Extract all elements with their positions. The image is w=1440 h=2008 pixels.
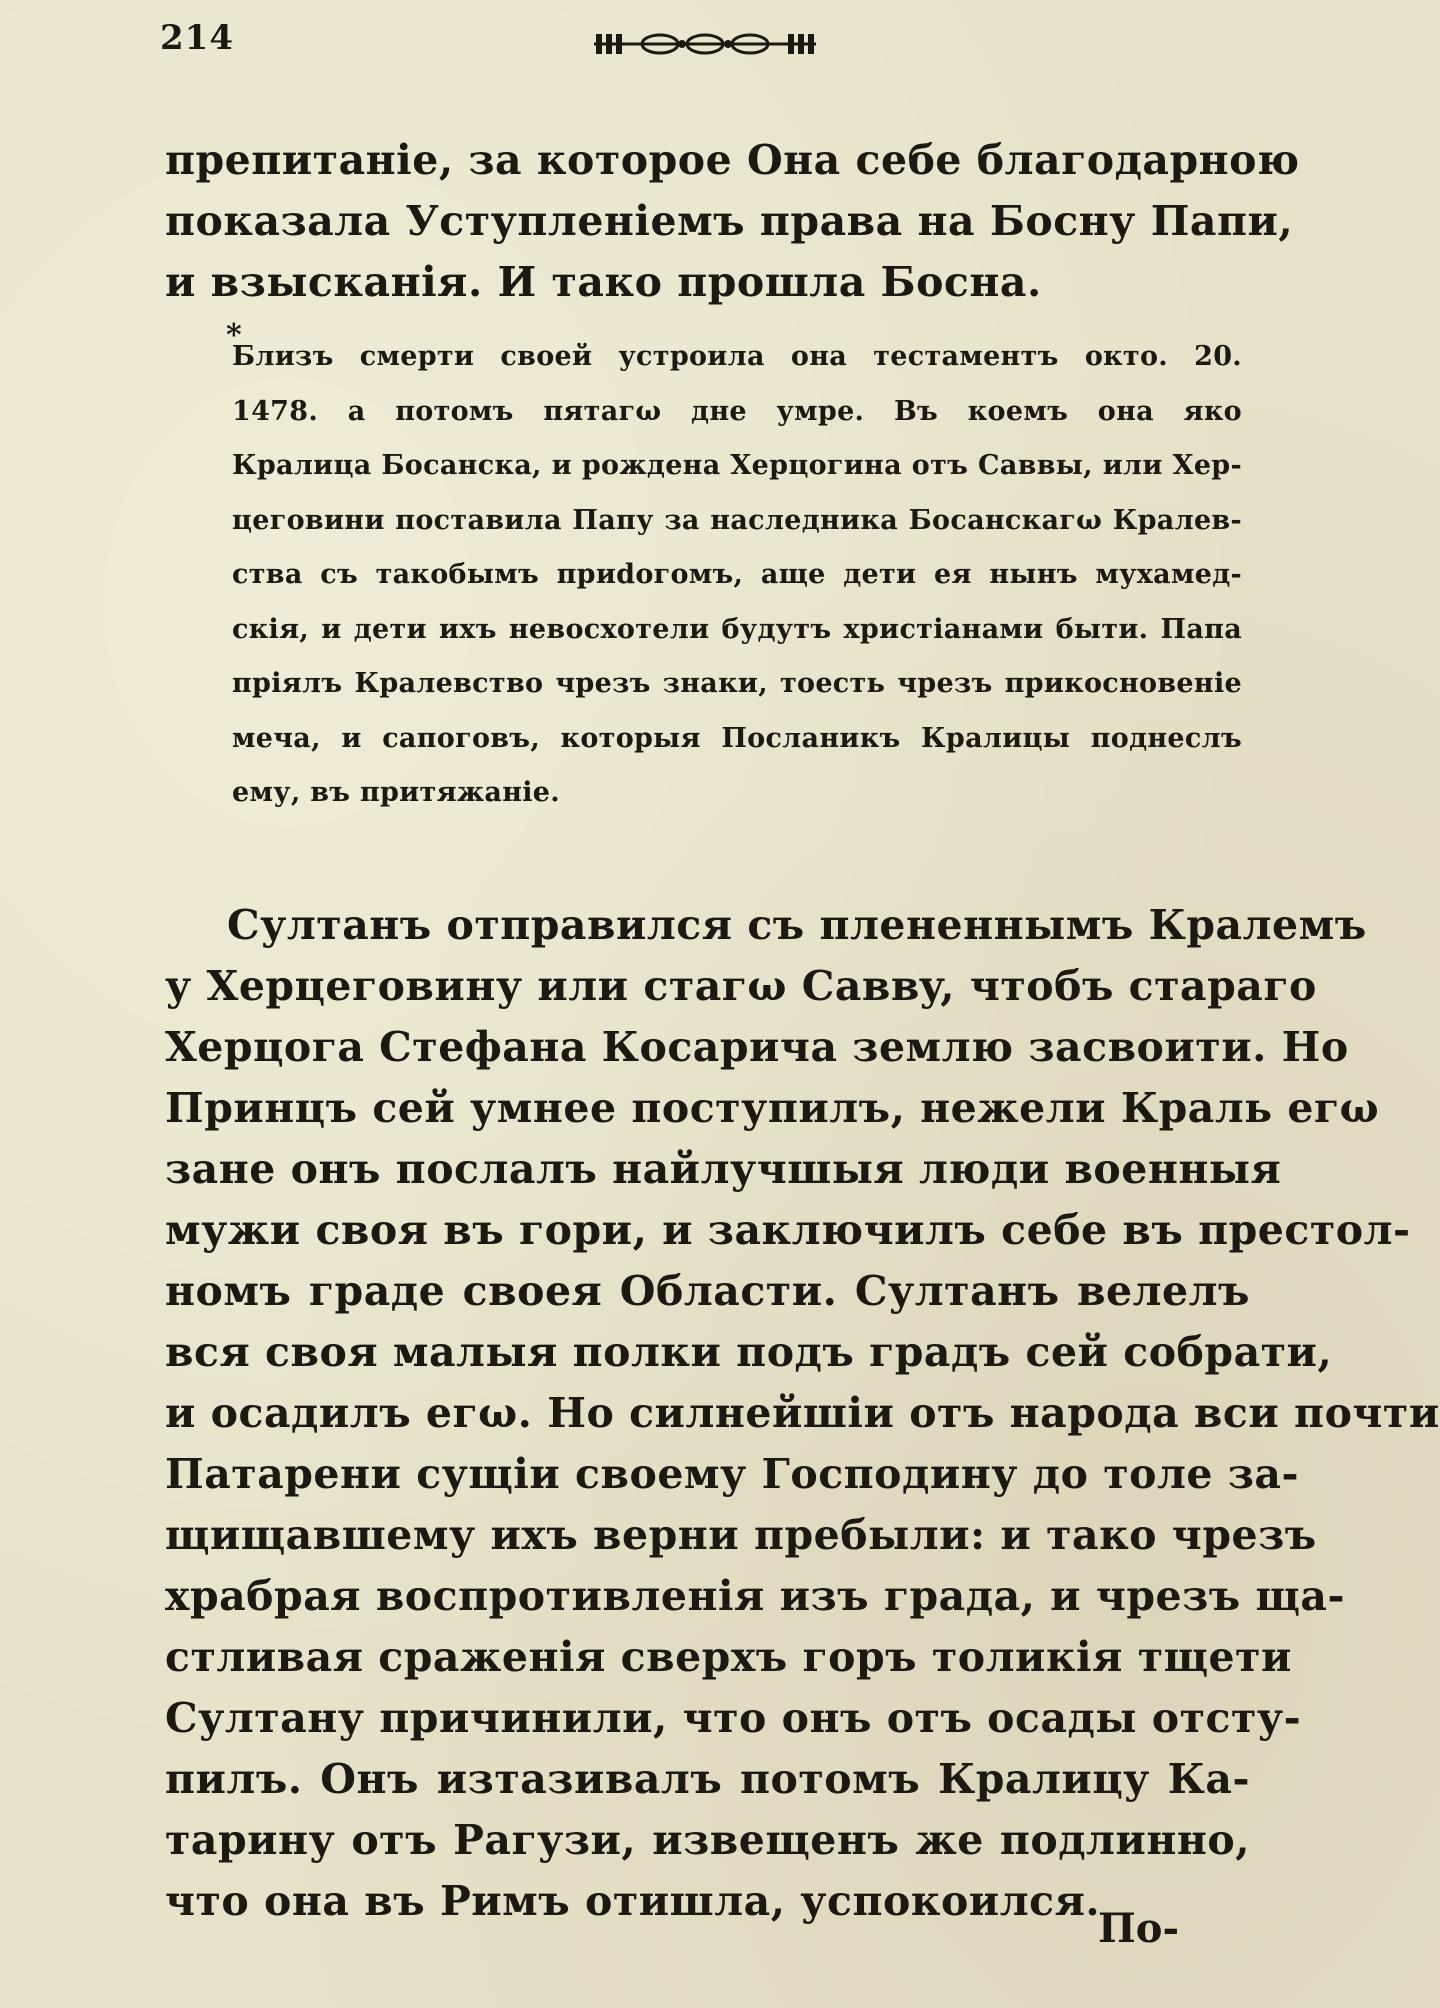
footnote-mark: * [226, 318, 242, 353]
footnote-line: меча, и сапоговъ, которыя Посланикъ Кралицы поднеслъ [232, 722, 1242, 754]
text-line: и осадилъ егω. Но силнейшіи отъ народа вси почти [165, 1389, 1440, 1437]
text-line: Патарени сущіи своему Господину до толе за- [165, 1450, 1300, 1498]
text-line: щищавшему ихъ верни пребыли: и тако чрезъ [165, 1511, 1317, 1559]
text-line: пилъ. Онъ изтазивалъ потомъ Кралицу Ка- [165, 1755, 1250, 1803]
page-number: 214 [160, 18, 234, 58]
footnote-line: пріялъ Кралевство чрезъ знаки, тоесть чрезъ прикосновеніе [232, 668, 1242, 699]
text-line: стливая сраженія сверхъ горъ толикія тщети [165, 1633, 1292, 1681]
text-line: у Херцеговину или стагω Саввy, чтобъ стараго [165, 962, 1317, 1010]
text-line: мужи своя въ гори, и заключилъ себе въ престол- [165, 1206, 1411, 1254]
catchword: По- [1098, 1905, 1180, 1952]
text-line: препитаніе, за которое Она себе благодарною [165, 136, 1300, 184]
text-line: Херцога Стефана Косарича землю засвоити. Но [165, 1023, 1349, 1071]
text-line: Султанъ отправился съ плененнымъ Кралемъ [227, 901, 1367, 949]
text-line: храбрая воспротивленія изъ града, и чрезъ ща- [165, 1572, 1345, 1620]
paragraph-main [165, 895, 1440, 1932]
text-line: номъ граде своея Области. Султанъ велелъ [165, 1267, 1250, 1315]
text-line: Принцъ сей умнее поступилъ, нежели Краль егω [165, 1084, 1380, 1132]
footnote-line: ства съ такобымъ приdогомъ, аще дети ея нынъ мухамед- [232, 559, 1242, 590]
footnote-line: скія, и дети ихъ невосхотели будутъ христіанами быти. Папа [232, 613, 1242, 645]
text-line: что она въ Римъ отишла, успокоился. [165, 1877, 1101, 1925]
footnote-line: Кралица Босанска, и рождена Херцогина отъ Саввы, или Хер- [232, 450, 1242, 481]
text-line: вся своя малыя полки подъ градъ сей собрати, [165, 1328, 1333, 1376]
footnote-line: Близъ смерти своей устроила она тестаментъ окто. 20. [232, 341, 1242, 372]
text-line: показала Уступленіемъ права на Босну Папи, [165, 197, 1294, 245]
text-line: Султану причинили, что онъ отъ осады отсту- [165, 1694, 1302, 1742]
text-line: тарину отъ Рагузи, извещенъ же подлинно, [165, 1816, 1250, 1864]
footnote-line: 1478. а потомъ пятагω дне умре. Въ коемъ она яко [232, 395, 1242, 427]
paragraph-top [165, 130, 1300, 313]
footnote [232, 330, 1242, 821]
header-ornament-icon [590, 26, 820, 62]
footnote-line: цеговини поставила Папу за наследника Босанскагω Кралев- [232, 504, 1242, 536]
footnote-line: ему, въ притяжаніе. [232, 777, 560, 808]
text-line: и взысканія. И тако прошла Босна. [165, 258, 1042, 306]
text-line: зане онъ послалъ найлучшыя люди военныя [165, 1145, 1282, 1193]
